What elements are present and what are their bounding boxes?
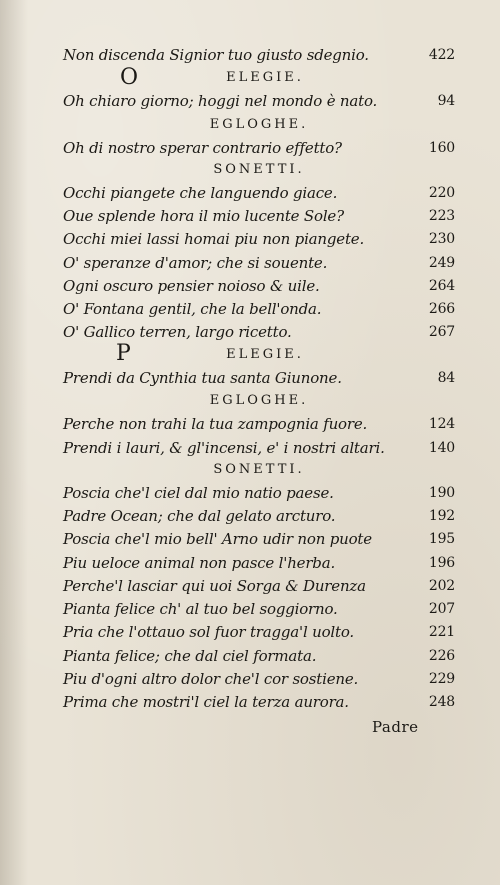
entry-text: Piu ueloce animal non pasce l'herba. bbox=[63, 554, 336, 572]
index-entry bbox=[63, 691, 455, 713]
index-entry bbox=[63, 275, 455, 297]
entry-text: Piu d'ogni altro dolor che'l cor sostiene. bbox=[63, 670, 359, 688]
entry-text: Prendi da Cynthia tua santa Giunone. bbox=[63, 369, 342, 387]
entry-page-number: 190 bbox=[428, 485, 455, 501]
entry-text: Padre Ocean; che dal gelato arcturo. bbox=[63, 507, 336, 525]
index-entry bbox=[63, 645, 455, 667]
entry-text: Occhi piangete che languendo giace. bbox=[63, 184, 338, 202]
egloghe-heading-p: EGLOGHE. bbox=[209, 393, 309, 408]
entry-page-number: 207 bbox=[428, 601, 455, 617]
index-entry bbox=[63, 137, 455, 159]
entry-text: Perche'l lasciar qui uoi Sorga & Durenza bbox=[63, 577, 366, 595]
entry-page-number: 124 bbox=[428, 416, 455, 432]
entry-page-number: 94 bbox=[437, 93, 455, 109]
entry-page-number: 226 bbox=[428, 648, 455, 664]
entry-page-number: 192 bbox=[428, 508, 455, 524]
index-entry bbox=[63, 528, 455, 550]
index-entry bbox=[63, 437, 455, 459]
entry-text: Pianta felice; che dal ciel formata. bbox=[63, 647, 317, 665]
entry-text: O' speranze d'amor; che si souente. bbox=[63, 254, 328, 272]
entry-page-number: 221 bbox=[428, 624, 455, 640]
section-letter-o: O bbox=[120, 65, 139, 90]
entry-page-number: 202 bbox=[428, 578, 455, 594]
index-entry bbox=[63, 575, 455, 597]
entry-page-number: 223 bbox=[428, 208, 455, 224]
section-letter-p: P bbox=[116, 341, 131, 366]
sonetti-heading-p: SONETTI. bbox=[213, 462, 305, 477]
entry-text: Perche non trahi la tua zampognia fuore. bbox=[63, 415, 368, 433]
entry-text: Prima che mostri'l ciel la terza aurora. bbox=[63, 693, 349, 711]
entry-page-number: 266 bbox=[428, 301, 455, 317]
entry-page-number: 160 bbox=[428, 140, 455, 156]
index-entry bbox=[63, 44, 455, 66]
entry-page-number: 422 bbox=[428, 47, 455, 63]
index-entry bbox=[63, 668, 455, 690]
index-entry bbox=[63, 298, 455, 320]
entry-page-number: 84 bbox=[437, 370, 455, 386]
egloghe-heading-o: EGLOGHE. bbox=[209, 117, 309, 132]
entry-text: Pria che l'ottauo sol fuor tragga'l uolto. bbox=[63, 623, 354, 641]
entry-text: Pianta felice ch' al tuo bel soggiorno. bbox=[63, 600, 338, 618]
entry-page-number: 267 bbox=[428, 324, 455, 340]
entry-page-number: 249 bbox=[428, 255, 455, 271]
entry-page-number: 229 bbox=[428, 671, 455, 687]
index-entry bbox=[63, 252, 455, 274]
entry-page-number: 220 bbox=[428, 185, 455, 201]
index-entry bbox=[63, 505, 455, 527]
index-entry bbox=[63, 552, 455, 574]
sonetti-heading-o: SONETTI. bbox=[213, 162, 305, 177]
elegie-heading-o: ELEGIE. bbox=[226, 70, 304, 85]
entry-page-number: 248 bbox=[428, 694, 455, 710]
index-entry bbox=[63, 598, 455, 620]
entry-text: Ogni oscuro pensier noioso & uile. bbox=[63, 277, 320, 295]
entry-text: O' Gallico terren, largo ricetto. bbox=[63, 323, 292, 341]
index-entry bbox=[63, 321, 455, 343]
catchword: Padre bbox=[372, 718, 419, 736]
entry-text: Oh di nostro sperar contrario effetto? bbox=[63, 139, 342, 157]
entry-text: Non discenda Signior tuo giusto sdegnio. bbox=[63, 46, 369, 64]
index-entry bbox=[63, 182, 455, 204]
entry-text: Oh chiaro giorno; hoggi nel mondo è nato. bbox=[63, 92, 378, 110]
index-entry bbox=[63, 205, 455, 227]
index-entry bbox=[63, 90, 455, 112]
entry-page-number: 140 bbox=[428, 440, 455, 456]
entry-text: O' Fontana gentil, che la bell'onda. bbox=[63, 300, 322, 318]
entry-text: Poscia che'l mio bell' Arno udir non puote bbox=[63, 530, 372, 548]
index-entry bbox=[63, 482, 455, 504]
entry-page-number: 195 bbox=[428, 531, 455, 547]
entry-page-number: 230 bbox=[428, 231, 455, 247]
entry-text: Occhi miei lassi homai piu non piangete. bbox=[63, 230, 365, 248]
elegie-heading-p: ELEGIE. bbox=[226, 347, 304, 362]
index-entry bbox=[63, 621, 455, 643]
index-entry bbox=[63, 413, 455, 435]
index-entry bbox=[63, 367, 455, 389]
index-entry bbox=[63, 228, 455, 250]
entry-text: Oue splende hora il mio lucente Sole? bbox=[63, 207, 344, 225]
entry-text: Prendi i lauri, & gl'incensi, e' i nostri altari. bbox=[63, 439, 385, 457]
entry-page-number: 264 bbox=[428, 278, 455, 294]
page-gutter-shadow bbox=[0, 0, 28, 885]
entry-text: Poscia che'l ciel dal mio natio paese. bbox=[63, 484, 334, 502]
entry-page-number: 196 bbox=[428, 555, 455, 571]
